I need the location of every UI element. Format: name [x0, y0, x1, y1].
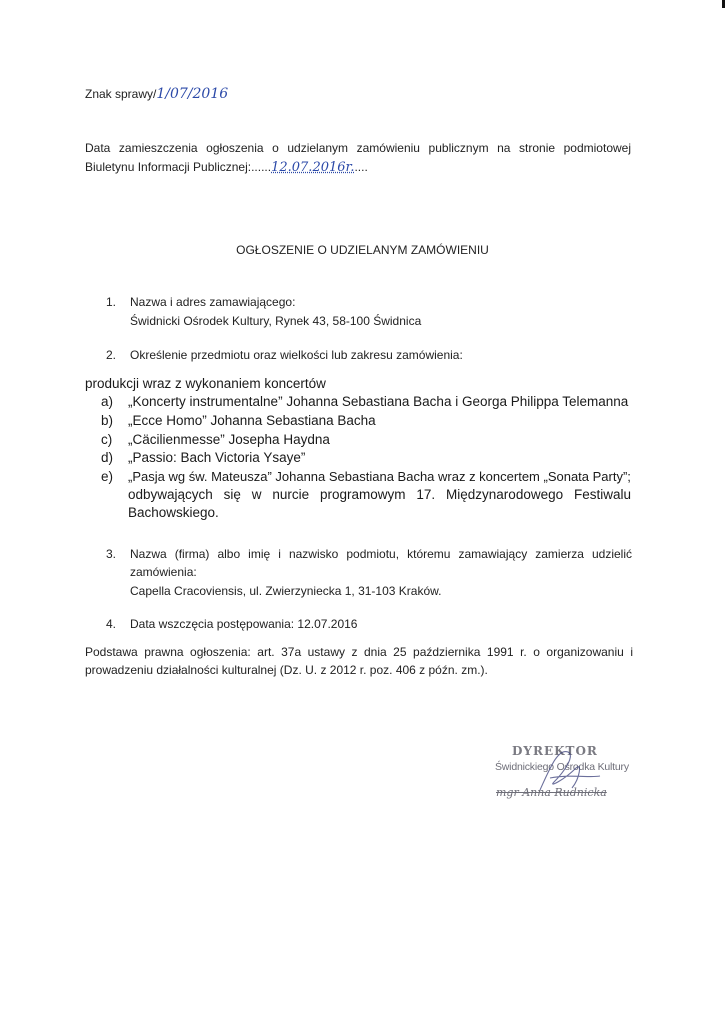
director-stamp	[480, 738, 640, 808]
section-3-number: 3.	[106, 547, 117, 561]
list-item-e-continuation-2: Bachowskiego.	[128, 505, 219, 520]
list-item-b-text: „Ecce Homo” Johanna Sebastiana Bacha	[128, 413, 376, 428]
stamp-name: mgr Anna Rudnicka	[496, 786, 607, 799]
signature-scribble	[480, 738, 640, 808]
publication-dots-after: ....	[354, 160, 368, 174]
list-item-d-text: „Passio: Bach Victoria Ysaye”	[128, 450, 306, 465]
legal-basis-line-2: prowadzeniu działalności kulturalnej (Dz. U. z 2012 r. poz. 406 z późn. zm.).	[85, 663, 488, 677]
section-2-intro: produkcji wraz z wykonaniem koncertów	[85, 376, 326, 391]
section-4-text: Data wszczęcia postępowania: 12.07.2016	[130, 617, 358, 631]
section-2-label: Określenie przedmiotu oraz wielkości lub zakresu zamówienia:	[130, 348, 463, 362]
list-item-b-letter: b)	[101, 413, 114, 428]
list-item-c-letter: c)	[101, 432, 113, 447]
legal-basis-line-1: Podstawa prawna ogłoszenia: art. 37a ustawy z dnia 25 października 1991 r. o organizowaniu i	[85, 645, 633, 659]
section-1-label: Nazwa i adres zamawiającego:	[130, 295, 296, 309]
document-title: OGŁOSZENIE O UDZIELANYM ZAMÓWIENIU	[236, 243, 489, 257]
case-reference	[85, 86, 228, 102]
section-1-value: Świdnicki Ośrodek Kultury, Rynek 43, 58-100 Świdnica	[130, 314, 422, 328]
stamp-title: DYREKTOR	[512, 744, 598, 758]
section-3-label-line-2: zamówienia:	[130, 565, 197, 579]
list-item-e-text: „Pasja wg św. Mateusza” Johanna Sebastiana Bacha wraz z koncertem „Sonata Party”;	[128, 469, 631, 484]
list-item-a-text: „Koncerty instrumentalne” Johanna Sebastiana Bacha i Georga Philippa Telemanna	[128, 394, 629, 409]
case-reference-handwritten: 1/07/2016	[156, 86, 229, 102]
section-2-number: 2.	[106, 348, 117, 362]
section-1-number: 1.	[106, 295, 117, 309]
list-item-e-letter: e)	[101, 469, 114, 484]
publication-prefix: Biuletynu Informacji Publicznej:	[85, 160, 252, 174]
section-4-number: 4.	[106, 617, 117, 631]
publication-line-2	[85, 160, 368, 175]
stamp-institution: Świdnickiego Ośrodka Kultury	[495, 761, 629, 773]
list-item-c-text: „Cäcilienmesse” Josepha Haydna	[128, 432, 330, 447]
list-item-e-continuation-1: odbywających się w nurcie programowym 17. Międzynarodowego Festiwalu	[128, 487, 631, 502]
publication-handwritten-date: 12.07.2016r.	[271, 160, 355, 175]
publication-dots-before: ......	[251, 160, 272, 174]
publication-line-1: Data zamieszczenia ogłoszenia o udzielanym zamówieniu publicznym na stronie podmiotowej	[85, 141, 631, 155]
list-item-d-letter: d)	[101, 450, 114, 465]
list-item-a-letter: a)	[101, 394, 114, 409]
section-3-label-line-1: Nazwa (firma) albo imię i nazwisko podmiotu, któremu zamawiający zamierza udzielić	[130, 547, 632, 561]
case-reference-label: Znak sprawy/	[85, 87, 157, 101]
section-3-value: Capella Cracoviensis, ul. Zwierzyniecka 1, 31-103 Kraków.	[130, 584, 442, 598]
